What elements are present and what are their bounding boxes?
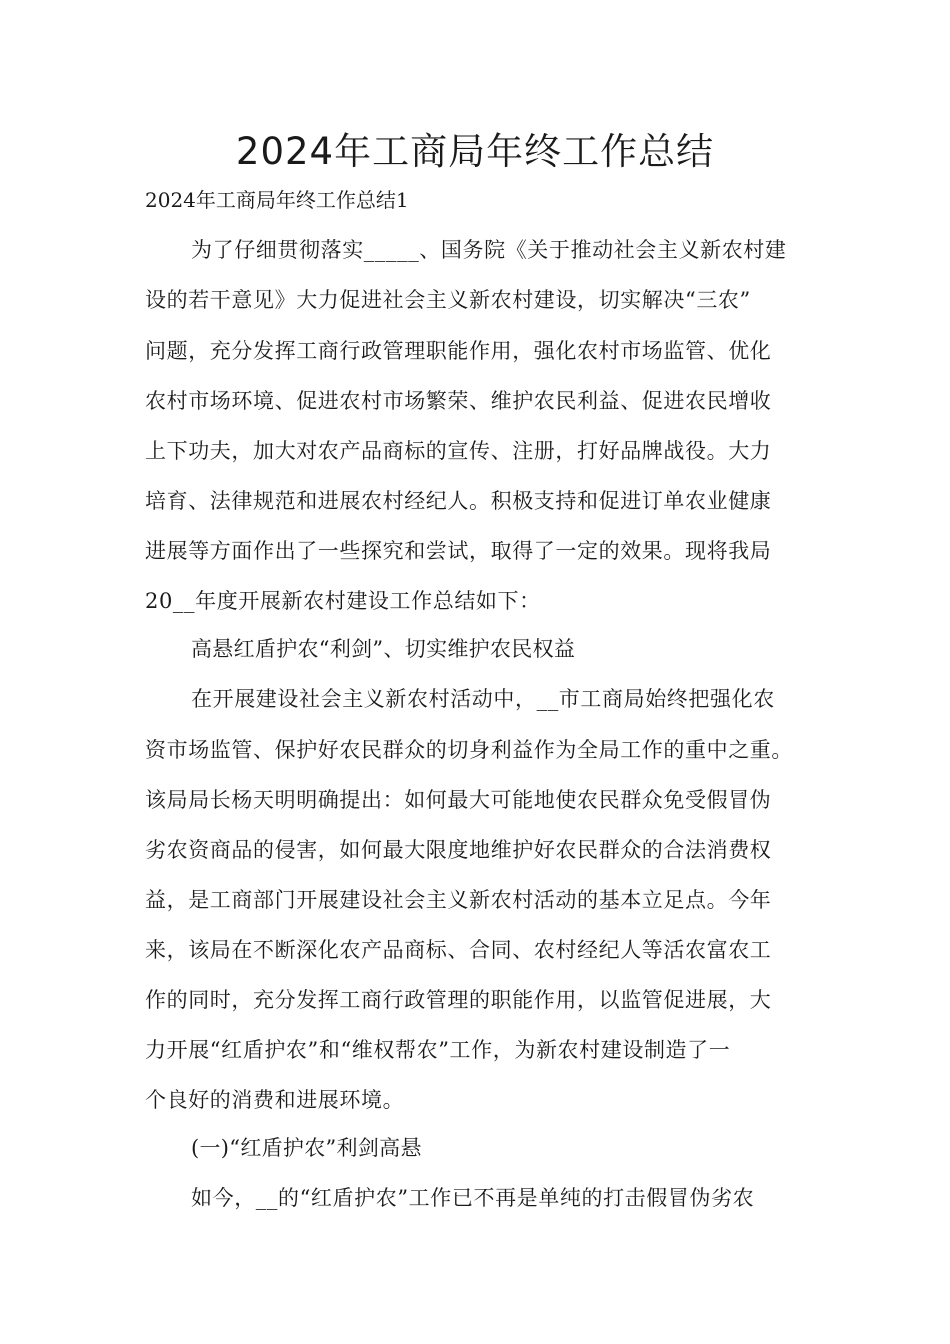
paragraph-line: 个良好的消费和进展环境。 (145, 1088, 405, 1112)
paragraph-line: 为了仔细贯彻落实_____、国务院《关于推动社会主义新农村建 (191, 238, 787, 262)
paragraph-line: 20__年度开展新农村建设工作总结如下： (145, 589, 541, 613)
paragraph-line: 劣农资商品的侵害，如何最大限度地维护好农民群众的合法消费权 (145, 838, 772, 862)
section-heading: 高悬红盾护农“利剑”、切实维护农民权益 (191, 637, 576, 661)
paragraph-line: 上下功夫，加大对农产品商标的宣传、注册，打好品牌战役。大力 (145, 439, 772, 463)
paragraph-line: 来，该局在不断深化农产品商标、合同、农村经纪人等活农富农工 (145, 938, 772, 962)
paragraph-line: 进展等方面作出了一些探究和尝试，取得了一定的效果。现将我局 (145, 539, 772, 563)
paragraph-line: 设的若干意见》大力促进社会主义新农村建设，切实解决“三农” (145, 288, 751, 312)
subsection-heading: (一)“红盾护农”利剑高悬 (191, 1136, 422, 1160)
paragraph-line: 培育、法律规范和进展农村经纪人。积极支持和促进订单农业健康 (145, 489, 772, 513)
document-title: 2024年工商局年终工作总结 (235, 130, 715, 173)
paragraph-line: 在开展建设社会主义新农村活动中，__市工商局始终把强化农 (191, 687, 775, 711)
paragraph-line: 如今，__的“红盾护农”工作已不再是单纯的打击假冒伪劣农 (191, 1186, 755, 1210)
paragraph-line: 力开展“红盾护农”和“维权帮农”工作，为新农村建设制造了一 (145, 1038, 731, 1062)
document-subtitle: 2024年工商局年终工作总结1 (145, 188, 409, 212)
paragraph-line: 农村市场环境、促进农村市场繁荣、维护农民利益、促进农民增收 (145, 389, 772, 413)
paragraph-line: 资市场监管、保护好农民群众的切身利益作为全局工作的重中之重。 (145, 738, 793, 762)
paragraph-line: 作的同时，充分发挥工商行政管理的职能作用，以监管促进展，大 (145, 988, 772, 1012)
paragraph-line: 问题，充分发挥工商行政管理职能作用，强化农村市场监管、优化 (145, 339, 772, 363)
paragraph-line: 该局局长杨天明明确提出：如何最大可能地使农民群众免受假冒伪 (145, 788, 772, 812)
paragraph-line: 益，是工商部门开展建设社会主义新农村活动的基本立足点。今年 (145, 888, 772, 912)
